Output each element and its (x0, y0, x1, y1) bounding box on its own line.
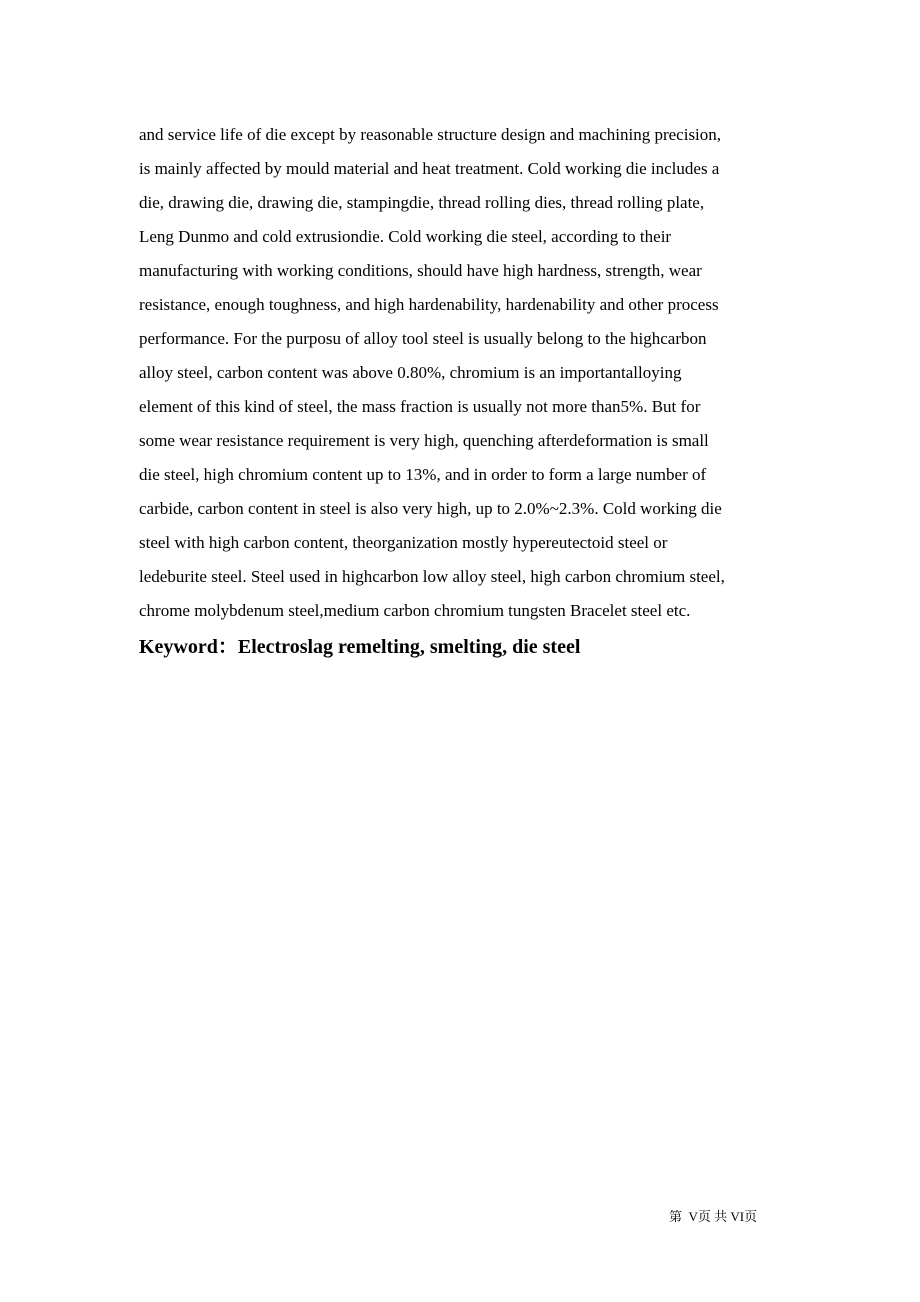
paragraph-line: steel with high carbon content, theorganization mostly hypereutectoid steel or (139, 533, 668, 552)
paragraph-line: manufacturing with working conditions, should have high hardness, strength, wear (139, 261, 702, 280)
keyword-line: Keyword：Electroslag remelting, smelting, die steel (139, 636, 581, 658)
paragraph-line: Leng Dunmo and cold extrusiondie. Cold working die steel, according to their (139, 227, 672, 246)
paragraph-line: resistance, enough toughness, and high hardenability, hardenability and other process (139, 295, 719, 314)
paragraph-line: is mainly affected by mould material and heat treatment. Cold working die includes a (139, 159, 720, 178)
paragraph-line: chrome molybdenum steel,medium carbon chromium tungsten Bracelet steel etc. (139, 601, 691, 620)
paragraph-line: element of this kind of steel, the mass fraction is usually not more than5%. But for (139, 397, 701, 416)
page-number-footer: 第 V页 共 VI页 (669, 1209, 758, 1224)
paragraph-line: performance. For the purposu of alloy tool steel is usually belong to the highcarbon (139, 329, 707, 348)
paragraph-line: ledeburite steel. Steel used in highcarbon low alloy steel, high carbon chromium steel, (139, 567, 725, 586)
paragraph-line: some wear resistance requirement is very high, quenching afterdeformation is small (139, 431, 709, 450)
paragraph-line: and service life of die except by reasonable structure design and machining precision, (139, 125, 722, 144)
paragraph-line: carbide, carbon content in steel is also very high, up to 2.0%~2.3%. Cold working die (139, 499, 722, 518)
paragraph-line: die steel, high chromium content up to 13%, and in order to form a large number of (139, 465, 707, 484)
abstract-paragraph (139, 118, 799, 628)
paragraph-line: die, drawing die, drawing die, stampingdie, thread rolling dies, thread rolling plate, (139, 193, 705, 212)
paragraph-line: alloy steel, carbon content was above 0.80%, chromium is an importantalloying (139, 363, 682, 382)
